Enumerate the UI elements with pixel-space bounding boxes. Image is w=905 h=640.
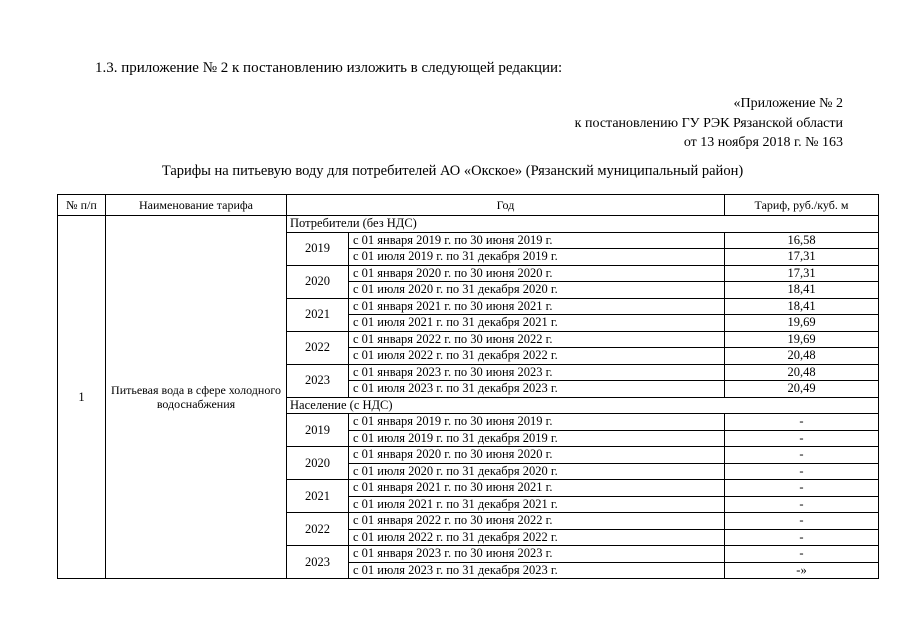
period-cell: с 01 января 2022 г. по 30 июня 2022 г. [349, 331, 725, 348]
tariff-value-cell: 16,58 [725, 232, 879, 249]
period-cell: с 01 июля 2021 г. по 31 декабря 2021 г. [349, 315, 725, 332]
section-label: Потребители (без НДС) [287, 216, 879, 233]
tariff-value-cell: 19,69 [725, 331, 879, 348]
tariff-value-cell: - [725, 496, 879, 513]
period-cell: с 01 января 2023 г. по 30 июня 2023 г. [349, 364, 725, 381]
period-cell: с 01 июля 2019 г. по 31 декабря 2019 г. [349, 249, 725, 266]
tariff-value-cell: - [725, 430, 879, 447]
year-cell: 2022 [287, 513, 349, 546]
header-tariff-name: Наименование тарифа [106, 195, 287, 216]
tariff-value-cell: 20,49 [725, 381, 879, 398]
header-tariff-value: Тариф, руб./куб. м [725, 195, 879, 216]
period-cell: с 01 июля 2022 г. по 31 декабря 2022 г. [349, 529, 725, 546]
period-cell: с 01 июля 2023 г. по 31 декабря 2023 г. [349, 381, 725, 398]
appendix-line-3: от 13 ноября 2018 г. № 163 [683, 135, 843, 150]
intro-paragraph: 1.3. приложение № 2 к постановлению изложить в следующей редакции: [95, 60, 563, 76]
tariff-value-cell: 18,41 [725, 282, 879, 299]
year-cell: 2022 [287, 331, 349, 364]
year-cell: 2019 [287, 414, 349, 447]
table-title: Тарифы на питьевую воду для потребителей АО «Окское» (Рязанский муниципальный район) [161, 163, 744, 179]
appendix-line-1: «Приложение № 2 [733, 96, 843, 111]
period-cell: с 01 января 2019 г. по 30 июня 2019 г. [349, 414, 725, 431]
tariff-value-cell: -» [725, 562, 879, 579]
year-cell: 2023 [287, 546, 349, 579]
tariff-value-cell: - [725, 529, 879, 546]
year-cell: 2021 [287, 298, 349, 331]
year-cell: 2020 [287, 447, 349, 480]
period-cell: с 01 января 2020 г. по 30 июня 2020 г. [349, 447, 725, 464]
period-cell: с 01 января 2022 г. по 30 июня 2022 г. [349, 513, 725, 530]
tariff-value-cell: - [725, 546, 879, 563]
period-cell: с 01 июля 2020 г. по 31 декабря 2020 г. [349, 282, 725, 299]
year-cell: 2021 [287, 480, 349, 513]
period-cell: с 01 июля 2023 г. по 31 декабря 2023 г. [349, 562, 725, 579]
period-cell: с 01 июля 2020 г. по 31 декабря 2020 г. [349, 463, 725, 480]
period-cell: с 01 января 2023 г. по 30 июня 2023 г. [349, 546, 725, 563]
year-cell: 2019 [287, 232, 349, 265]
tariff-value-cell: 20,48 [725, 348, 879, 365]
table-header-row [58, 195, 879, 216]
period-cell: с 01 января 2021 г. по 30 июня 2021 г. [349, 480, 725, 497]
tariff-value-cell: - [725, 513, 879, 530]
tariff-name: Питьевая вода в сфере холодного водоснабжения [106, 216, 287, 579]
period-cell: с 01 января 2019 г. по 30 июня 2019 г. [349, 232, 725, 249]
tariff-value-cell: 17,31 [725, 249, 879, 266]
period-cell: с 01 июля 2022 г. по 31 декабря 2022 г. [349, 348, 725, 365]
year-cell: 2020 [287, 265, 349, 298]
period-cell: с 01 января 2020 г. по 30 июня 2020 г. [349, 265, 725, 282]
tariff-value-cell: 20,48 [725, 364, 879, 381]
tariff-value-cell: - [725, 414, 879, 431]
tariff-value-cell: 17,31 [725, 265, 879, 282]
tariff-value-cell: - [725, 447, 879, 464]
tariff-value-cell: - [725, 463, 879, 480]
section-row [58, 216, 879, 233]
table-body [58, 216, 879, 579]
period-cell: с 01 января 2021 г. по 30 июня 2021 г. [349, 298, 725, 315]
row-number: 1 [58, 216, 106, 579]
appendix-line-2: к постановлению ГУ РЭК Рязанской области [574, 115, 843, 131]
section-label: Население (с НДС) [287, 397, 879, 414]
year-cell: 2023 [287, 364, 349, 397]
appendix-heading [575, 94, 843, 153]
period-cell: с 01 июля 2019 г. по 31 декабря 2019 г. [349, 430, 725, 447]
tariff-table [57, 194, 879, 579]
tariff-value-cell: 18,41 [725, 298, 879, 315]
header-number: № п/п [58, 195, 106, 216]
tariff-value-cell: 19,69 [725, 315, 879, 332]
header-year: Год [287, 195, 725, 216]
tariff-value-cell: - [725, 480, 879, 497]
period-cell: с 01 июля 2021 г. по 31 декабря 2021 г. [349, 496, 725, 513]
